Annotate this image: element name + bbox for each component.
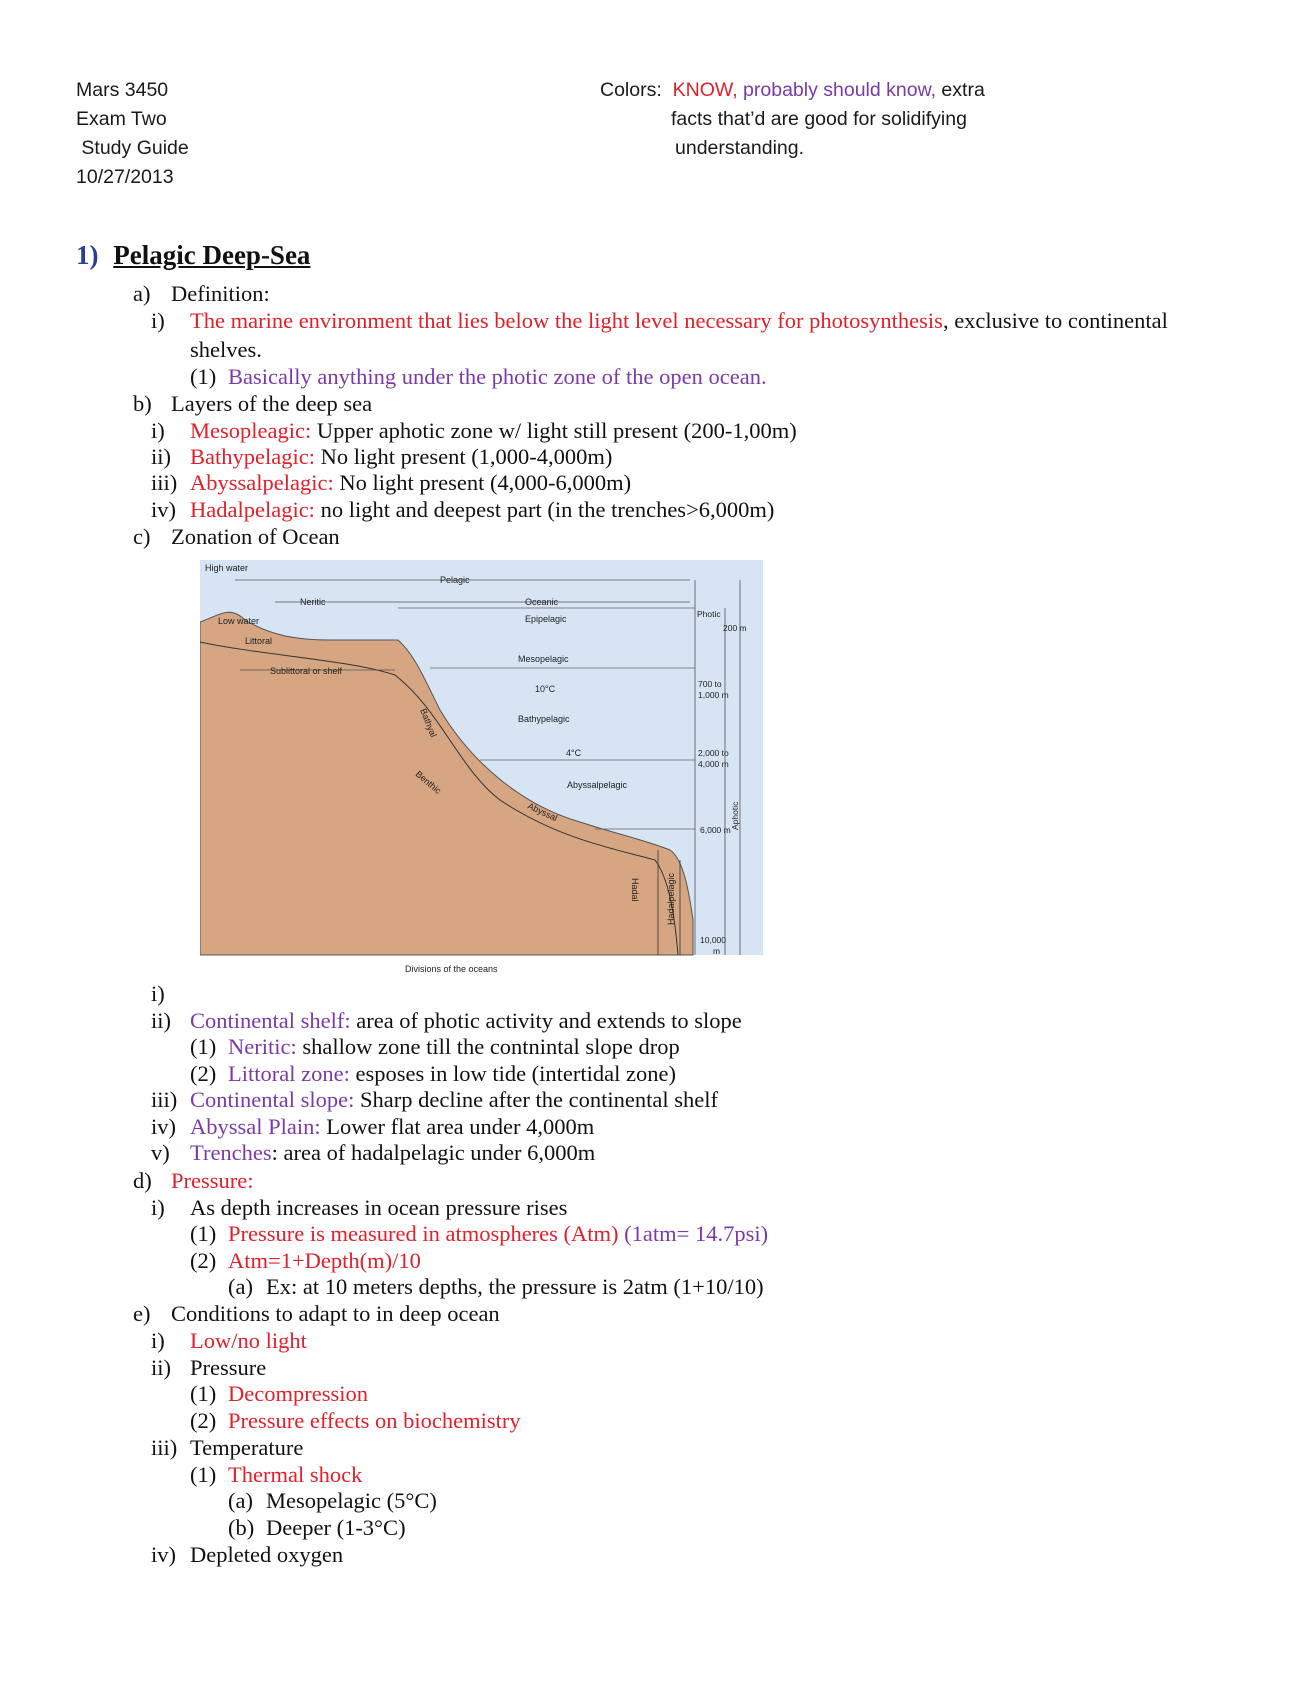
item-marker: i)	[151, 1328, 165, 1353]
item-marker: a)	[133, 281, 151, 306]
item-marker: (2)	[190, 1061, 217, 1086]
condition-pressure: Pressure	[190, 1355, 267, 1380]
item-marker: b)	[133, 391, 152, 416]
definition-note: Basically anything under the photic zone of the open ocean.	[228, 364, 767, 389]
item-marker: iv)	[151, 1114, 176, 1139]
legend-probably: probably should know,	[737, 79, 937, 101]
label-700-to: 700 to	[698, 679, 722, 689]
item-marker: (a)	[228, 1488, 253, 1513]
layer-abyssalpelagic: Abyssalpelagic: No light present (4,000-6,000m)	[190, 470, 632, 495]
layers-heading: Layers of the deep sea	[171, 391, 373, 416]
item-marker: ii)	[151, 444, 171, 469]
zone-littoral: Littoral zone: esposes in low tide (intertidal zone)	[228, 1061, 676, 1086]
pressure-heading: Pressure:	[171, 1168, 254, 1193]
zone-neritic: Neritic: shallow zone till the contnintal slope drop	[228, 1034, 680, 1059]
item-marker: i)	[151, 1195, 165, 1220]
item-marker: c)	[133, 524, 151, 549]
doc-date: 10/27/2013	[76, 166, 174, 188]
header-left	[76, 76, 189, 192]
course-name: Mars 3450	[76, 79, 169, 101]
doc-type: Study Guide	[76, 137, 189, 159]
item-marker: iii)	[151, 1087, 178, 1112]
conditions-heading: Conditions to adapt to in deep ocean	[171, 1301, 500, 1326]
label-hadal: Hadal	[630, 878, 640, 902]
item-marker: i)	[151, 981, 165, 1006]
item-marker: iv)	[151, 1542, 176, 1567]
condition-temperature: Temperature	[190, 1435, 304, 1460]
legend-prefix: Colors:	[600, 79, 673, 101]
temp-deeper: Deeper (1-3°C)	[266, 1515, 406, 1540]
item-marker: i)	[151, 308, 165, 333]
item-marker: (2)	[190, 1408, 217, 1433]
label-high-water: High water	[205, 563, 249, 573]
legend-extra-line2: facts that’d are good for solidifying	[671, 108, 967, 130]
exam-name: Exam Two	[76, 108, 167, 130]
item-marker: (a)	[228, 1274, 253, 1299]
item-marker: iii)	[151, 470, 178, 495]
zone-continental-shelf: Continental shelf: area of photic activity and extends to slope	[190, 1008, 742, 1033]
ocean-zonation-diagram	[200, 560, 770, 980]
zonation-heading: Zonation of Ocean	[171, 524, 340, 549]
item-marker: iv)	[151, 497, 176, 522]
label-epipelagic: Epipelagic	[525, 614, 567, 624]
label-littoral: Littoral	[245, 636, 273, 646]
section-heading	[76, 240, 310, 271]
definition-text-cont: shelves.	[190, 337, 262, 362]
label-benthic: Benthic	[413, 768, 444, 796]
label-sublittoral: Sublittoral or shelf	[270, 666, 343, 676]
legend-know: KNOW,	[672, 79, 738, 101]
definition-text: The marine environment that lies below the light level necessary for photosynthesis, exclusive to continental	[190, 308, 1168, 333]
label-4c: 4°C	[566, 748, 582, 758]
legend-extra-line3: understanding.	[675, 137, 805, 159]
condition-light: Low/no light	[190, 1328, 307, 1353]
condition-biochemistry: Pressure effects on biochemistry	[228, 1408, 521, 1433]
temp-mesopelagic: Mesopelagic (5°C)	[266, 1488, 437, 1513]
condition-decompression: Decompression	[228, 1381, 368, 1406]
definition-heading: Definition:	[171, 281, 270, 306]
zone-abyssal-plain: Abyssal Plain: Lower flat area under 4,000m	[190, 1114, 595, 1139]
condition-oxygen: Depleted oxygen	[190, 1542, 344, 1567]
label-aphotic: Aphotic	[730, 801, 740, 830]
pressure-example: Ex: at 10 meters depths, the pressure is 2atm (1+10/10)	[266, 1274, 764, 1299]
legend-extra: extra	[936, 79, 985, 101]
item-marker: iii)	[151, 1435, 178, 1460]
layer-mesopelagic: Mesopleagic: Upper aphotic zone w/ light still present (200-1,00m)	[190, 418, 797, 443]
item-marker: (1)	[190, 1034, 217, 1059]
layer-bathypelagic: Bathypelagic: No light present (1,000-4,000m)	[190, 444, 613, 469]
pressure-formula: Atm=1+Depth(m)/10	[228, 1248, 421, 1273]
label-200m: 200 m	[723, 623, 747, 633]
item-marker: i)	[151, 418, 165, 443]
label-10c: 10°C	[535, 684, 556, 694]
item-marker: v)	[151, 1140, 170, 1165]
item-marker: (1)	[190, 1462, 217, 1487]
item-marker: (1)	[190, 364, 217, 389]
item-marker: (1)	[190, 1381, 217, 1406]
label-10000-m: m	[713, 946, 721, 956]
label-abyssal: Abyssal	[526, 800, 559, 824]
label-4000m: 4,000 m	[698, 759, 729, 769]
section-title: Pelagic Deep-Sea	[113, 240, 311, 270]
pressure-units: Pressure is measured in atmospheres (Atm) (1atm= 14.7psi)	[228, 1221, 769, 1246]
label-pelagic: Pelagic	[440, 575, 470, 585]
zone-trenches: Trenches: area of hadalpelagic under 6,000m	[190, 1140, 596, 1165]
color-legend	[600, 76, 985, 163]
pressure-rises: As depth increases in ocean pressure rises	[190, 1195, 568, 1220]
item-marker: d)	[133, 1168, 152, 1193]
label-bathypelagic: Bathypelagic	[518, 714, 570, 724]
diagram-caption: Divisions of the oceans	[405, 964, 498, 974]
item-marker: (1)	[190, 1221, 217, 1246]
item-marker: ii)	[151, 1008, 171, 1033]
label-low-water: Low water	[218, 616, 260, 626]
item-marker: (2)	[190, 1248, 217, 1273]
item-marker: e)	[133, 1301, 151, 1326]
label-hadalpelagic: Hadalpelagic	[666, 872, 676, 925]
label-10000: 10,000	[700, 935, 726, 945]
zone-continental-slope: Continental slope: Sharp decline after the continental shelf	[190, 1087, 718, 1112]
section-number: 1)	[76, 240, 99, 270]
label-abyssalpelagic: Abyssalpelagic	[567, 780, 628, 790]
label-oceanic: Oceanic	[525, 597, 559, 607]
item-marker: (b)	[228, 1515, 255, 1540]
label-bathyal: Bathyal	[418, 707, 439, 739]
label-1000m: 1,000 m	[698, 690, 729, 700]
label-photic: Photic	[697, 609, 721, 619]
label-mesopelagic: Mesopelagic	[518, 654, 569, 664]
label-neritic: Neritic	[300, 597, 326, 607]
item-marker: ii)	[151, 1355, 171, 1380]
label-2000-to: 2,000 to	[698, 748, 729, 758]
condition-thermal-shock: Thermal shock	[228, 1462, 363, 1487]
layer-hadalpelagic: Hadalpelagic: no light and deepest part (in the trenches>6,000m)	[190, 497, 775, 522]
label-6000m: 6,000 m	[700, 825, 731, 835]
